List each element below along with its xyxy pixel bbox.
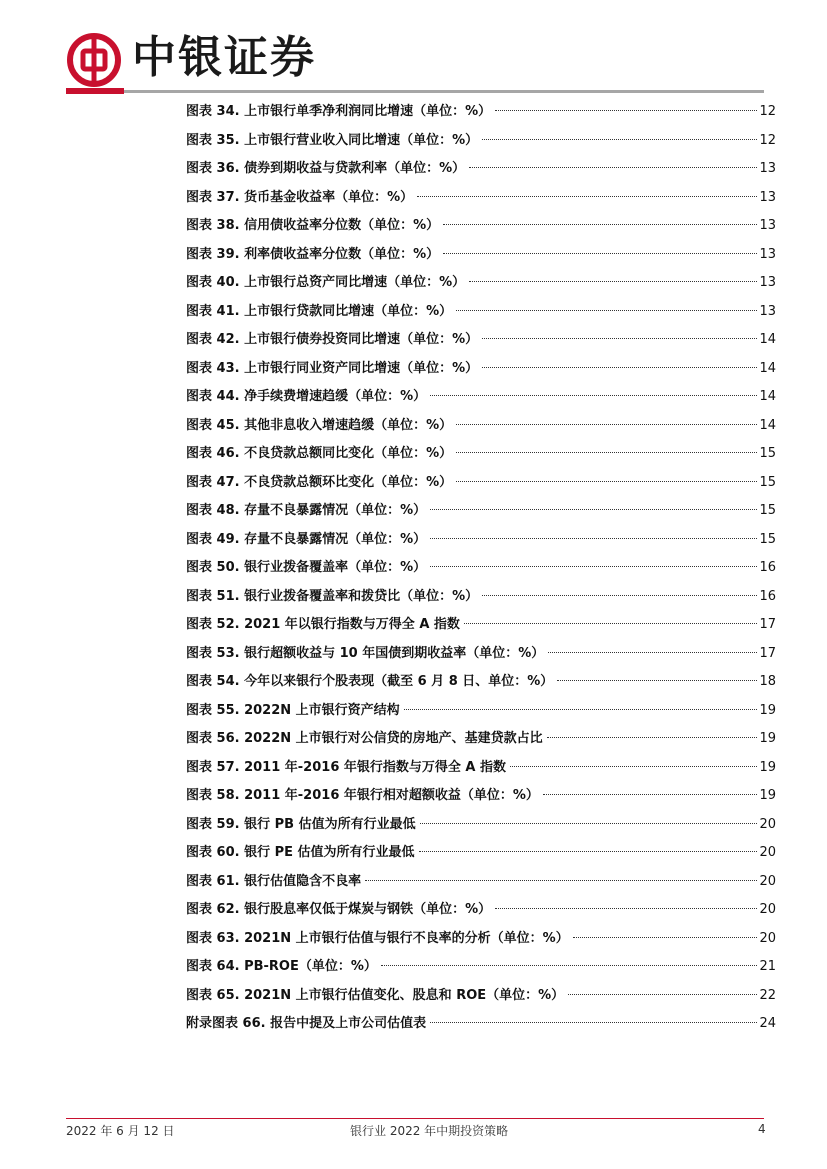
toc-entry[interactable]: [186, 326, 776, 355]
toc-entry-label: 图表 51. 银行业拨备覆盖率和拨贷比（单位：%）: [186, 588, 479, 604]
toc-leader: [482, 595, 757, 596]
toc-entry-page: 15: [759, 446, 776, 461]
toc-leader: [430, 538, 757, 539]
toc-entry[interactable]: [186, 982, 776, 1011]
toc-entry-page: 14: [759, 389, 776, 404]
toc-entry-label: 图表 34. 上市银行单季净利润同比增速（单位：%）: [186, 104, 492, 119]
toc-leader: [430, 566, 757, 567]
toc-entry-label: 图表 60. 银行 PE 估值为所有行业最低: [186, 845, 415, 860]
toc-leader: [430, 509, 757, 510]
toc-leader: [404, 709, 758, 710]
toc-entry[interactable]: [186, 526, 776, 555]
toc-entry-label: 图表 37. 货币基金收益率（单位：%）: [186, 189, 414, 205]
toc-leader: [456, 452, 757, 453]
toc-entry[interactable]: [186, 754, 776, 783]
toc-entry[interactable]: [186, 497, 776, 526]
toc-entry[interactable]: [186, 1010, 776, 1039]
toc-entry-label: 图表 64. PB-ROE（单位：%）: [186, 959, 377, 974]
toc-entry-label: 图表 36. 债券到期收益与贷款利率（单位：%）: [186, 161, 466, 176]
toc-entry[interactable]: [186, 782, 776, 811]
toc-leader: [365, 880, 757, 881]
toc-entry-label: 图表 63. 2021N 上市银行估值与银行不良率的分析（单位：%）: [186, 930, 569, 946]
toc-entry-label: 图表 58. 2011 年-2016 年银行相对超额收益（单位：%）: [186, 788, 539, 803]
toc-entry-page: 20: [759, 930, 776, 946]
toc-entry-page: 13: [759, 161, 776, 176]
toc-entry[interactable]: [186, 953, 776, 982]
toc-entry-page: 20: [759, 873, 776, 889]
toc-leader: [381, 965, 758, 966]
toc-entry[interactable]: [186, 241, 776, 270]
toc-entry[interactable]: [186, 212, 776, 241]
toc-entry-label: 图表 50. 银行业拨备覆盖率（单位：%）: [186, 560, 427, 575]
toc-entry[interactable]: [186, 298, 776, 327]
toc-entry[interactable]: [186, 440, 776, 469]
toc-entry-label: 图表 48. 存量不良暴露情况（单位：%）: [186, 503, 427, 518]
toc-entry-page: 19: [759, 702, 776, 718]
toc-entry-label: 图表 62. 银行股息率仅低于煤炭与钢铁（单位：%）: [186, 902, 492, 917]
toc-entry-page: 19: [759, 731, 776, 746]
toc-entry-label: 图表 42. 上市银行债券投资同比增速（单位：%）: [186, 332, 479, 347]
toc-entry[interactable]: [186, 668, 776, 697]
toc-entry-label: 图表 35. 上市银行营业收入同比增速（单位：%）: [186, 132, 479, 148]
toc-entry-page: 20: [759, 845, 776, 860]
toc-entry-label: 图表 52. 2021 年以银行指数与万得全 A 指数: [186, 617, 460, 632]
toc-leader: [482, 139, 757, 140]
toc-leader: [469, 281, 757, 282]
toc-leader: [495, 110, 757, 111]
toc-entry-page: 17: [759, 645, 776, 661]
toc-entry[interactable]: [186, 127, 776, 156]
toc-leader: [469, 167, 757, 168]
toc-entry-label: 图表 59. 银行 PB 估值为所有行业最低: [186, 816, 416, 832]
footer-report-title: 银行业 2022 年中期投资策略: [350, 1124, 509, 1138]
footer-divider: [66, 1118, 764, 1119]
toc-entry-label: 图表 45. 其他非息收入增速趋缓（单位：%）: [186, 417, 453, 433]
toc-entry-label: 图表 41. 上市银行贷款同比增速（单位：%）: [186, 303, 453, 319]
toc-entry[interactable]: [186, 611, 776, 640]
toc-entry[interactable]: [186, 383, 776, 412]
toc-entry-label: 图表 61. 银行估值隐含不良率: [186, 873, 362, 889]
toc-leader: [495, 908, 757, 909]
toc-entry[interactable]: [186, 896, 776, 925]
toc-entry-page: 16: [759, 588, 776, 604]
table-of-figures: [186, 98, 776, 1039]
toc-entry-page: 20: [759, 816, 776, 832]
toc-entry[interactable]: [186, 412, 776, 441]
toc-entry[interactable]: [186, 269, 776, 298]
toc-leader: [557, 680, 757, 681]
toc-leader: [543, 794, 758, 795]
toc-leader: [547, 737, 758, 738]
toc-leader: [464, 623, 758, 624]
toc-entry-page: 17: [759, 617, 776, 632]
toc-leader: [568, 994, 757, 995]
toc-entry-page: 15: [759, 531, 776, 547]
toc-entry[interactable]: [186, 725, 776, 754]
toc-leader: [443, 253, 757, 254]
toc-entry-label: 图表 55. 2022N 上市银行资产结构: [186, 702, 400, 718]
toc-entry[interactable]: [186, 155, 776, 184]
toc-leader: [417, 196, 757, 197]
toc-leader: [510, 766, 757, 767]
toc-entry-page: 14: [759, 417, 776, 433]
toc-leader: [456, 310, 757, 311]
toc-entry[interactable]: [186, 554, 776, 583]
toc-entry[interactable]: [186, 868, 776, 897]
toc-entry-label: 图表 43. 上市银行同业资产同比增速（单位：%）: [186, 360, 479, 376]
toc-leader: [456, 424, 757, 425]
toc-entry-label: 图表 46. 不良贷款总额同比变化（单位：%）: [186, 446, 453, 461]
page-header: [0, 0, 827, 100]
toc-entry-page: 13: [759, 189, 776, 205]
toc-entry[interactable]: [186, 811, 776, 840]
toc-leader: [419, 851, 758, 852]
toc-entry-page: 19: [759, 759, 776, 775]
toc-entry-page: 22: [759, 987, 776, 1003]
toc-entry-label: 图表 49. 存量不良暴露情况（单位：%）: [186, 531, 427, 547]
toc-entry-page: 21: [759, 959, 776, 974]
toc-entry-page: 13: [759, 218, 776, 233]
toc-entry[interactable]: [186, 697, 776, 726]
toc-entry-label: 图表 47. 不良贷款总额环比变化（单位：%）: [186, 474, 453, 490]
toc-entry[interactable]: [186, 583, 776, 612]
toc-entry-page: 14: [759, 360, 776, 376]
toc-entry-page: 13: [759, 246, 776, 262]
toc-entry-page: 20: [759, 902, 776, 917]
toc-entry-label: 附录图表 66. 报告中提及上市公司估值表: [186, 1016, 427, 1031]
toc-entry-page: 24: [759, 1016, 776, 1031]
toc-entry-label: 图表 38. 信用债收益率分位数（单位：%）: [186, 218, 440, 233]
toc-entry-page: 13: [759, 275, 776, 290]
toc-entry[interactable]: [186, 839, 776, 868]
toc-leader: [420, 823, 758, 824]
toc-entry-page: 16: [759, 560, 776, 575]
toc-entry-label: 图表 65. 2021N 上市银行估值变化、股息和 ROE（单位：%）: [186, 987, 565, 1003]
toc-entry-page: 14: [759, 332, 776, 347]
toc-leader: [456, 481, 757, 482]
brand-name: 中银证券: [132, 32, 316, 83]
toc-leader: [548, 652, 757, 653]
footer-date: 2022 年 6 月 12 日: [66, 1124, 175, 1138]
toc-entry-page: 13: [759, 303, 776, 319]
toc-entry-label: 图表 54. 今年以来银行个股表现（截至 6 月 8 日、单位：%）: [186, 674, 554, 689]
toc-entry[interactable]: [186, 469, 776, 498]
toc-leader: [430, 395, 757, 396]
toc-leader: [573, 937, 758, 938]
toc-entry-label: 图表 56. 2022N 上市银行对公信贷的房地产、基建贷款占比: [186, 731, 543, 746]
toc-entry-label: 图表 57. 2011 年-2016 年银行指数与万得全 A 指数: [186, 759, 507, 775]
toc-leader: [482, 367, 757, 368]
toc-entry-page: 12: [759, 104, 776, 119]
toc-entry[interactable]: [186, 925, 776, 954]
toc-entry-label: 图表 40. 上市银行总资产同比增速（单位：%）: [186, 275, 466, 290]
toc-leader: [443, 224, 757, 225]
toc-entry[interactable]: [186, 184, 776, 213]
header-accent-rule: [66, 88, 124, 94]
header-divider: [124, 90, 764, 93]
toc-entry[interactable]: [186, 355, 776, 384]
toc-entry[interactable]: [186, 98, 776, 127]
toc-entry-page: 12: [759, 132, 776, 148]
toc-entry-page: 15: [759, 503, 776, 518]
footer-page-number: 4: [758, 1122, 766, 1136]
toc-entry-label: 图表 44. 净手续费增速趋缓（单位：%）: [186, 389, 427, 404]
toc-entry-page: 18: [759, 674, 776, 689]
toc-entry-label: 图表 53. 银行超额收益与 10 年国债到期收益率（单位：%）: [186, 645, 545, 661]
toc-entry-label: 图表 39. 利率债收益率分位数（单位：%）: [186, 246, 440, 262]
toc-entry-page: 15: [759, 474, 776, 490]
toc-leader: [430, 1022, 757, 1023]
bank-of-china-logo-icon: [66, 32, 122, 88]
toc-leader: [482, 338, 757, 339]
toc-entry-page: 19: [759, 788, 776, 803]
toc-entry[interactable]: [186, 640, 776, 669]
